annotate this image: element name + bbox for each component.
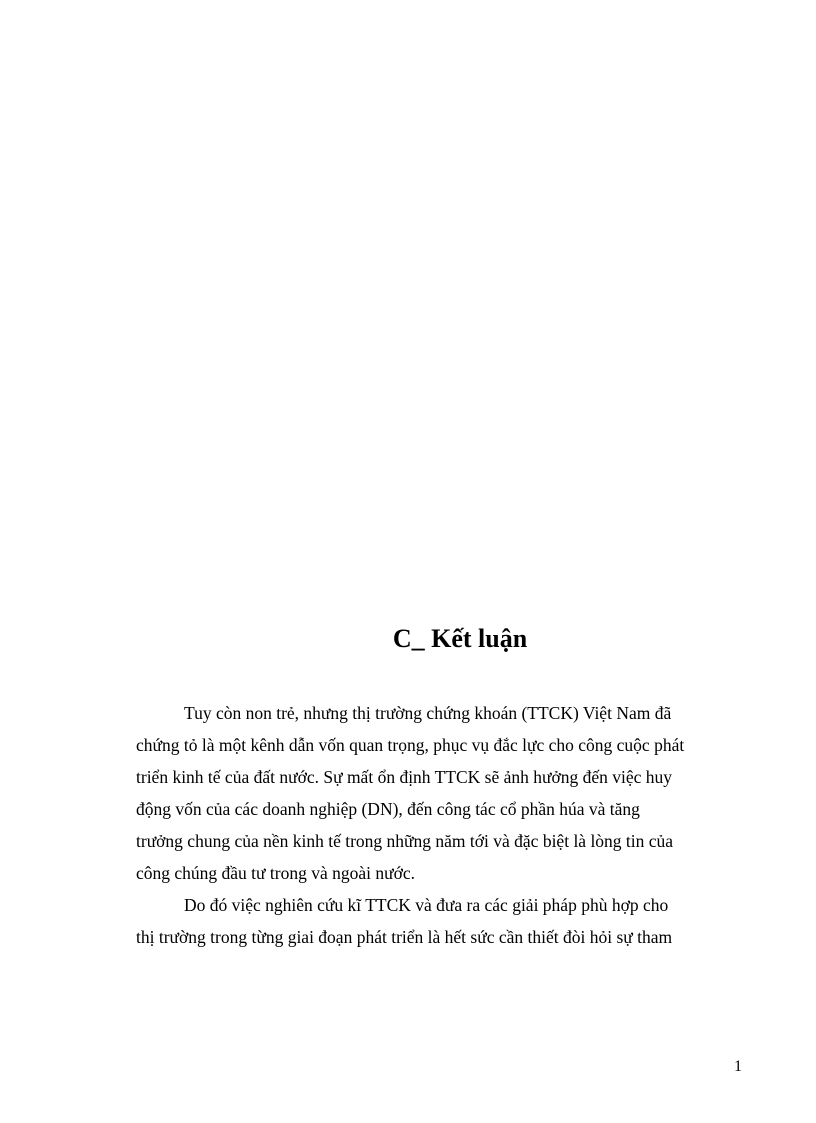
paragraph-line: thị trường trong từng giai đoạn phát triển là hết sức cần thiết đòi hỏi sự tham (136, 927, 673, 947)
paragraph-line: công chúng đầu tư trong và ngoài nước. (136, 863, 415, 883)
section-heading: C_ Kết luận (392, 624, 528, 653)
paragraph-line: Do đó việc nghiên cứu kĩ TTCK và đưa ra các giải pháp phù hợp cho (184, 895, 669, 915)
paragraph-line: Tuy còn non trẻ, nhưng thị trường chứng khoán (TTCK) Việt Nam đã (184, 703, 672, 723)
paragraph-line: chứng tỏ là một kênh dẫn vốn quan trọng, phục vụ đắc lực cho công cuộc phát (136, 735, 685, 755)
paragraph-line: trưởng chung của nền kinh tế trong những năm tới và đặc biệt là lòng tin của (136, 831, 674, 851)
paragraph-line: động vốn của các doanh nghiệp (DN), đến công tác cổ phần húa và tăng (136, 799, 640, 819)
page-number: 1 (734, 1058, 742, 1075)
paragraph-2 (136, 889, 742, 953)
paragraph-1 (136, 697, 742, 889)
body-text (136, 697, 742, 953)
paragraph-line: triển kinh tế của đất nước. Sự mất ổn định TTCK sẽ ảnh hưởng đến việc huy (136, 767, 673, 787)
